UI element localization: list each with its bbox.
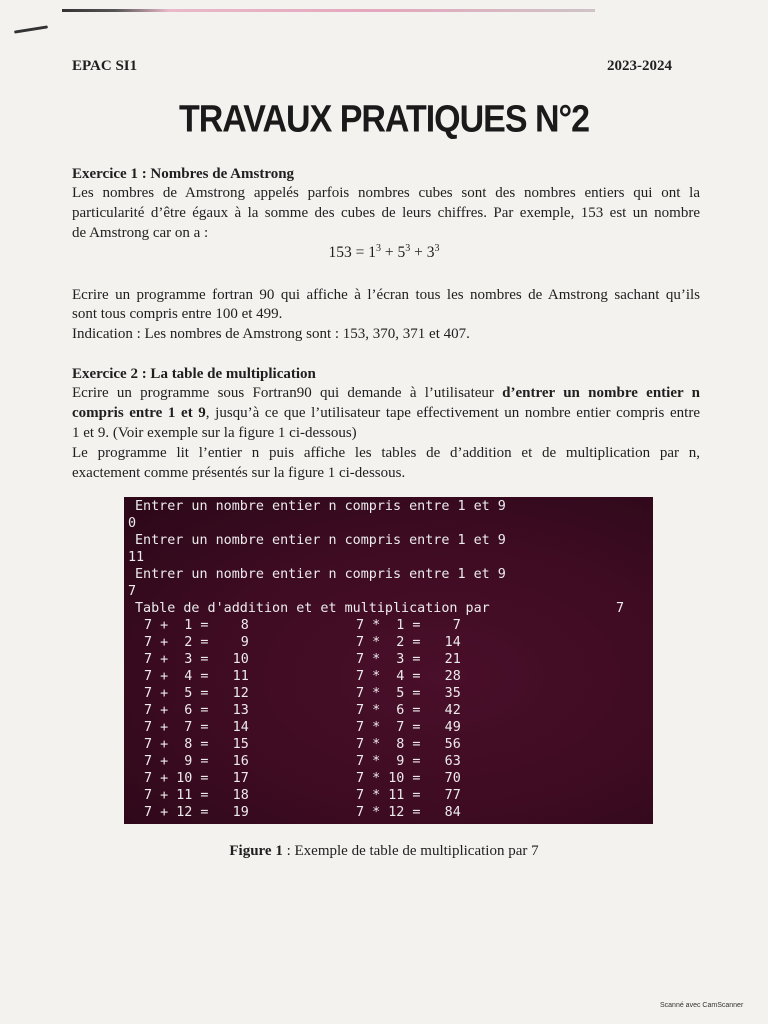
armstrong-equation: $153 = 1^3 + 5^3 + 3^3$ — [328, 243, 440, 261]
terminal-prompt: Entrer un nombre entier n compris entre 1 et 9 — [135, 567, 506, 582]
pen-mark — [14, 25, 48, 33]
multiplication-row: 7 * 9 = 63 — [356, 754, 461, 769]
exercise2-line1: Ecrire un programme sous Fortran90 qui demande à l’utilisateur d’entrer un nombre entier n — [72, 385, 700, 401]
multiplication-row: 7 * 12 = 84 — [356, 805, 461, 820]
multiplication-row: 7 * 8 = 56 — [356, 737, 461, 752]
exercise1-para1-line2: particularité d’être égaux à la somme des cubes de leurs chiffres. Par exemple, 153 est un nombre — [72, 205, 700, 221]
terminal-screenshot — [124, 497, 653, 824]
terminal-prompt: Entrer un nombre entier n compris entre 1 et 9 — [135, 499, 506, 514]
header-year: 2023-2024 — [607, 58, 672, 74]
exercise1-indication: Indication : Les nombres de Amstrong sont : 153, 370, 371 et 407. — [72, 326, 470, 342]
exercise2-line3: 1 et 9. (Voir exemple sur la figure 1 ci-dessous) — [72, 425, 357, 441]
exercise2-line4: Le programme lit l’entier n puis affiche les tables de d’addition et de multiplication par n, — [72, 445, 700, 461]
multiplication-row: 7 * 7 = 49 — [356, 720, 461, 735]
multiplication-row: 7 * 4 = 28 — [356, 669, 461, 684]
exercise2-heading: Exercice 2 : La table de multiplication — [72, 366, 316, 382]
terminal-table-n: 7 — [616, 601, 625, 616]
figure-caption: Figure 1 : Exemple de table de multiplication par 7 — [229, 843, 539, 859]
multiplication-row: 7 * 1 = 7 — [356, 618, 461, 633]
exercise1-para2-line1: Ecrire un programme fortran 90 qui affiche à l’écran tous les nombres de Amstrong sachant qu’ils — [72, 287, 700, 303]
scanner-stamp: Scanné avec CamScanner — [660, 1002, 744, 1009]
multiplication-row: 7 * 2 = 14 — [356, 635, 461, 650]
exercise2-line2: compris entre 1 et 9, jusqu’à ce que l’utilisateur tape effectivement un nombre entier compris entre — [72, 405, 700, 421]
multiplication-row: 7 * 11 = 77 — [356, 788, 461, 803]
addition-row: 7 + 8 = 15 — [144, 737, 249, 752]
exercise1-heading: Exercice 1 : Nombres de Amstrong — [72, 166, 295, 182]
terminal-input: 0 — [128, 516, 137, 531]
header-institution: EPAC SI1 — [72, 58, 138, 74]
exercise1-para1-line1: Les nombres de Amstrong appelés parfois nombres cubes sont des nombres entiers qui ont la — [72, 185, 700, 201]
multiplication-row: 7 * 5 = 35 — [356, 686, 461, 701]
addition-row: 7 + 12 = 19 — [144, 805, 249, 820]
top-scan-line — [62, 9, 595, 12]
page-title: TRAVAUX PRATIQUES N°2 — [178, 97, 590, 141]
exercise2-line5: exactement comme présentés sur la figure 1 ci-dessous. — [72, 465, 406, 481]
addition-row: 7 + 3 = 10 — [144, 652, 249, 667]
addition-row: 7 + 2 = 9 — [144, 635, 249, 650]
addition-row: 7 + 7 = 14 — [144, 720, 249, 735]
addition-row: 7 + 4 = 11 — [144, 669, 249, 684]
addition-row: 7 + 5 = 12 — [144, 686, 249, 701]
addition-row: 7 + 1 = 8 — [144, 618, 249, 633]
exercise1-para2-line2: sont tous compris entre 100 et 499. — [72, 306, 283, 322]
terminal-input: 11 — [128, 550, 145, 565]
terminal-table-header: Table de d'addition et et multiplication par — [135, 601, 490, 616]
addition-row: 7 + 10 = 17 — [144, 771, 249, 786]
multiplication-row: 7 * 10 = 70 — [356, 771, 461, 786]
terminal-input: 7 — [128, 584, 137, 599]
terminal-prompt: Entrer un nombre entier n compris entre 1 et 9 — [135, 533, 506, 548]
addition-row: 7 + 6 = 13 — [144, 703, 249, 718]
multiplication-row: 7 * 6 = 42 — [356, 703, 461, 718]
addition-row: 7 + 9 = 16 — [144, 754, 249, 769]
multiplication-row: 7 * 3 = 21 — [356, 652, 461, 667]
exercise1-para1-line3: de Amstrong car on a : — [72, 225, 209, 241]
addition-row: 7 + 11 = 18 — [144, 788, 249, 803]
